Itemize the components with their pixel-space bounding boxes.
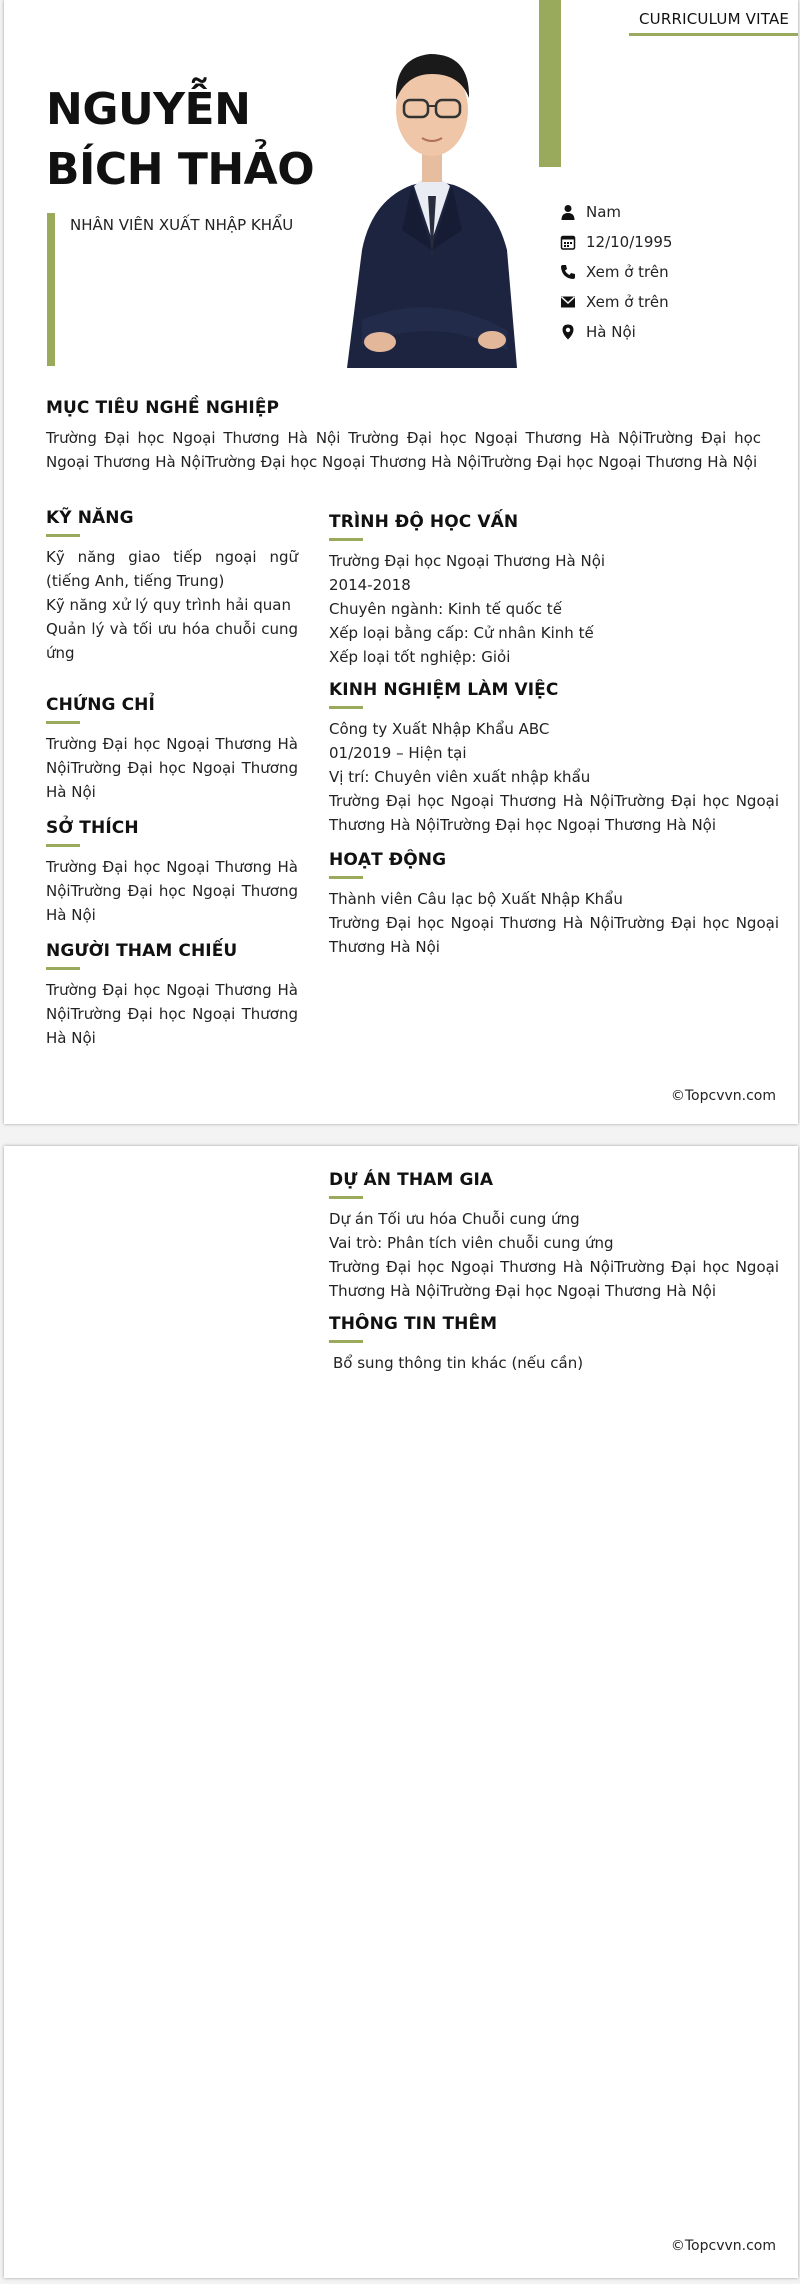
additional-info-text: Bổ sung thông tin khác (nếu cần) [333, 1354, 584, 1372]
experience-company: Công ty Xuất Nhập Khẩu ABC [329, 720, 550, 738]
experience-title: KINH NGHIỆM LÀM VIỆC [329, 680, 559, 700]
activities-title: HOẠT ĐỘNG [329, 850, 447, 870]
contact-phone [560, 257, 780, 287]
education-period: 2014-2018 [329, 576, 411, 594]
education-details [329, 549, 779, 669]
references-title: NGƯỜI THAM CHIẾU [46, 941, 238, 961]
email-icon [560, 294, 576, 310]
education-major: Chuyên ngành: Kinh tế quốc tế [329, 600, 562, 618]
skills-underline [46, 534, 80, 537]
projects-title: DỰ ÁN THAM GIA [329, 1170, 494, 1190]
project-name: Dự án Tối ưu hóa Chuỗi cung ứng [329, 1210, 580, 1228]
name-line-1: NGUYỄN [46, 84, 251, 135]
education-degree: Xếp loại bằng cấp: Cử nhân Kinh tế [329, 624, 594, 642]
projects-details [329, 1207, 779, 1303]
additional-info-title: THÔNG TIN THÊM [329, 1314, 498, 1334]
objective-section [46, 398, 761, 474]
education-section [329, 512, 779, 669]
contact-gender [560, 197, 780, 227]
project-role: Vai trò: Phân tích viên chuỗi cung ứng [329, 1234, 614, 1252]
accent-bar-left [47, 213, 55, 366]
footer-watermark-page-1: ©Topcvvn.com [670, 1088, 776, 1104]
phone-value: Xem ở trên [586, 263, 669, 281]
additional-info-section [329, 1314, 779, 1375]
name-line-2: BÍCH THẢO [46, 144, 315, 195]
skill-item: Kỹ năng giao tiếp ngoại ngữ (tiếng Anh, tiếng Trung) [46, 548, 298, 590]
calendar-icon [560, 234, 576, 250]
certificates-underline [46, 721, 80, 724]
education-school: Trường Đại học Ngoại Thương Hà Nội [329, 552, 606, 570]
contact-email [560, 287, 780, 317]
experience-details [329, 717, 779, 837]
phone-icon [560, 264, 576, 280]
certificates-title: CHỨNG CHỈ [46, 695, 155, 715]
projects-section [329, 1170, 779, 1303]
objective-title: MỤC TIÊU NGHỀ NGHIỆP [46, 398, 280, 418]
contact-info [560, 197, 780, 347]
skill-item: Kỹ năng xử lý quy trình hải quan [46, 596, 291, 614]
location-pin-icon [560, 324, 576, 340]
candidate-name [46, 80, 346, 200]
experience-description: Trường Đại học Ngoại Thương Hà NộiTrường Đại học Ngoại Thương Hà NộiTrường Đại học Ngoại Thương Hà Nội [329, 792, 779, 834]
skill-item: Quản lý và tối ưu hóa chuỗi cung ứng [46, 620, 298, 662]
skills-title: KỸ NĂNG [46, 508, 134, 528]
experience-period: 01/2019 – Hiện tại [329, 744, 467, 762]
projects-underline [329, 1196, 363, 1199]
cv-page-2 [4, 1146, 798, 2278]
project-description: Trường Đại học Ngoại Thương Hà NộiTrường Đại học Ngoại Thương Hà NộiTrường Đại học Ngoại Thương Hà Nội [329, 1258, 779, 1300]
additional-info-underline [329, 1340, 363, 1343]
references-underline [46, 967, 80, 970]
certificates-section [46, 695, 298, 804]
objective-text: Trường Đại học Ngoại Thương Hà Nội Trường Đại học Ngoại Thương Hà NộiTrường Đại học Ngoại Thương Hà NộiTrường Đại học Ngoại Thương Hà NộiTrường Đại học Ngoại Thương Hà Nội [46, 429, 761, 471]
person-icon [560, 204, 576, 220]
hobbies-text: Trường Đại học Ngoại Thương Hà NộiTrường Đại học Ngoại Thương Hà Nội [46, 858, 298, 924]
job-title: NHÂN VIÊN XUẤT NHẬP KHẨU [70, 216, 294, 234]
activities-details [329, 887, 779, 959]
education-grade: Xếp loại tốt nghiệp: Giỏi [329, 648, 511, 666]
email-value: Xem ở trên [586, 293, 669, 311]
education-title: TRÌNH ĐỘ HỌC VẤN [329, 512, 519, 532]
cv-page-1 [4, 0, 798, 1124]
footer-watermark-page-2: ©Topcvvn.com [670, 2238, 776, 2254]
cv-label: CURRICULUM VITAE [639, 10, 790, 28]
birthday-value: 12/10/1995 [586, 233, 673, 251]
contact-birthday [560, 227, 780, 257]
hobbies-underline [46, 844, 80, 847]
experience-section [329, 680, 779, 837]
profile-photo [342, 0, 522, 368]
certificates-text: Trường Đại học Ngoại Thương Hà NộiTrường Đại học Ngoại Thương Hà Nội [46, 735, 298, 801]
activities-role: Thành viên Câu lạc bộ Xuất Nhập Khẩu [329, 890, 623, 908]
hobbies-title: SỞ THÍCH [46, 818, 139, 838]
contact-address [560, 317, 780, 347]
accent-bar-top [539, 0, 561, 167]
experience-position: Vị trí: Chuyên viên xuất nhập khẩu [329, 768, 591, 786]
references-section [46, 941, 298, 1050]
experience-underline [329, 706, 363, 709]
skills-section [46, 508, 298, 665]
references-text: Trường Đại học Ngoại Thương Hà NộiTrường Đại học Ngoại Thương Hà Nội [46, 981, 298, 1047]
activities-description: Trường Đại học Ngoại Thương Hà NộiTrường Đại học Ngoại Thương Hà Nội [329, 914, 779, 956]
cv-label-underline [629, 33, 798, 36]
education-underline [329, 538, 363, 541]
activities-underline [329, 876, 363, 879]
gender-value: Nam [586, 203, 622, 221]
skills-list [46, 545, 298, 665]
activities-section [329, 850, 779, 959]
address-value: Hà Nội [586, 323, 636, 341]
hobbies-section [46, 818, 298, 927]
